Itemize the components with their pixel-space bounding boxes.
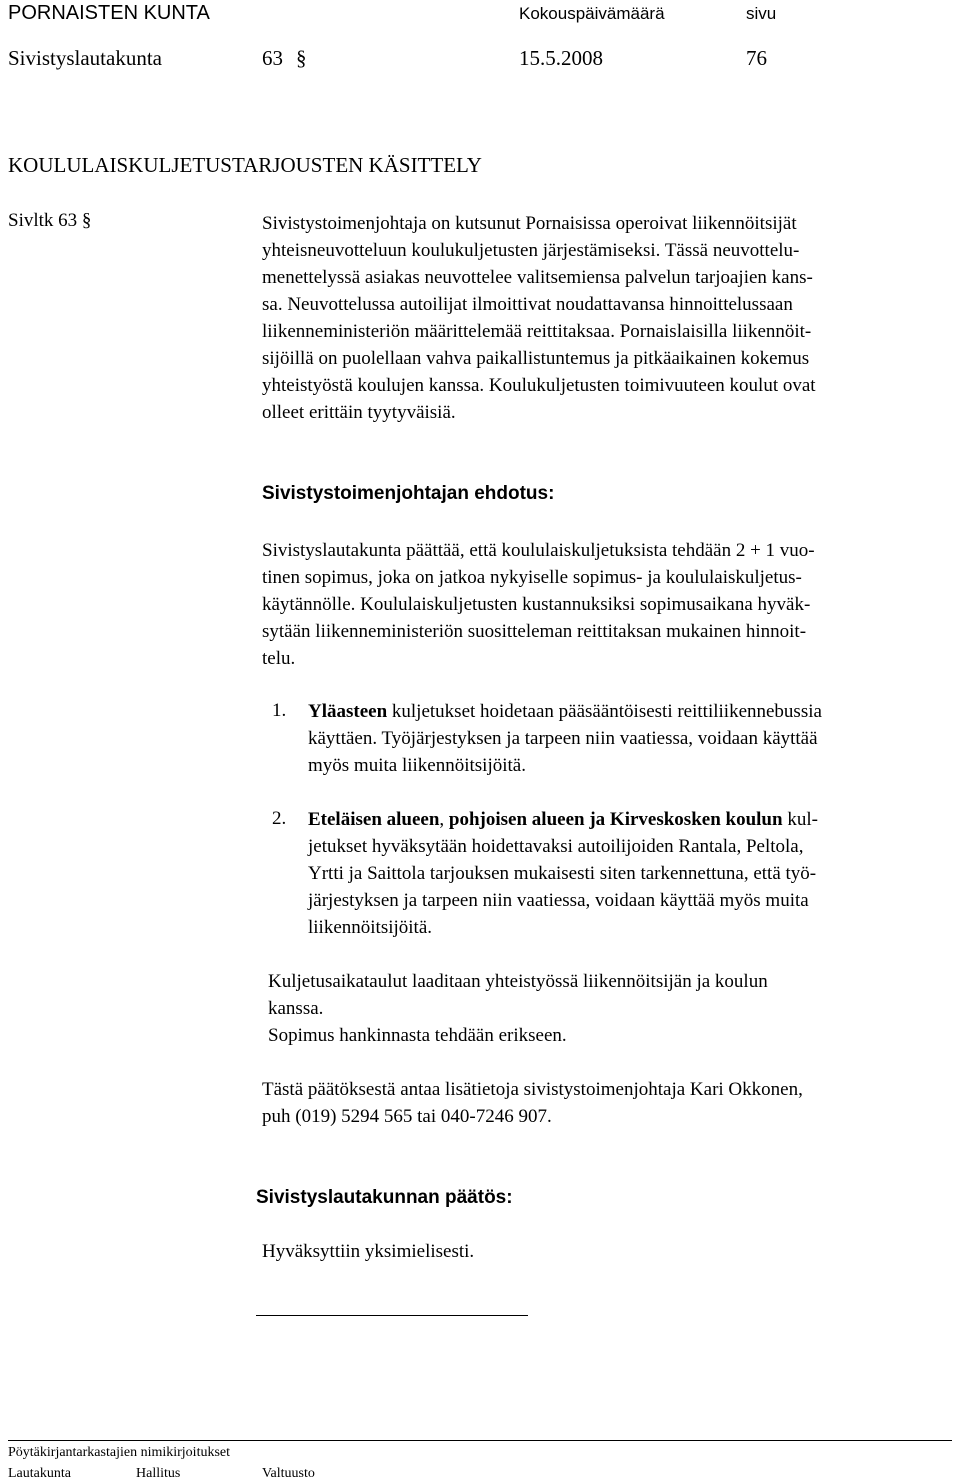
list-item-2: Eteläisen alueen, pohjoisen alueen ja Kirveskosken koulun kul- jetukset hyväksytään hoidettavaksi autoilijoiden Rantala, Peltola, Yrtti ja Saittola tarjouksen mukaisesti siten tarkennettuna, että työ- järjestyksen ja tarpeen niin vaatiessa, voidaan käyttää myös muita liikennöitsijöitä. [308,809,818,938]
proposal-heading: Sivistystoimenjohtajan ehdotus: [262,483,555,504]
signature-line [256,1315,528,1316]
municipality-name: PORNAISTEN KUNTA [8,2,210,24]
section-reference: Sivltk 63 § [8,210,92,231]
signatures-label: Pöytäkirjantarkastajien nimikirjoitukset [8,1445,231,1460]
intro-paragraph: Sivistystoimenjohtaja on kutsunut Pornaisissa operoivat liikennöitsijät yhteisneuvotteluun koulukuljetusten järjestämiseksi. Tässä neuvottelu- menettelyssä asiakas neuvottelee valitsemiensa palvelun tarjoajien kans- sa. Neuvottelussa autoilijat ilmoittivat noudattavansa hinnoittelussaan liikenneministeriön määrittelemää reittitaksaa. Pornaislaisilla liikennöit- sijöillä on puolellaan vahva paikallistuntemus ja pitkäaikainen kokemus yhteistyöstä koulujen kanssa. Koulukuljetusten toimivuuteen koulut ovat olleet erittäin tyytyväisiä. [262,213,816,423]
board-name: Sivistyslautakunta [8,46,162,70]
section-sign: § [296,46,307,70]
list-item-number-2: 2. [272,808,287,829]
document-title: KOULULAISKULJETUSTARJOUSTEN KÄSITTELY [8,153,482,177]
decision-text: Hyväksyttiin yksimielisesti. [262,1241,475,1262]
contract-note: Sopimus hankinnasta tehdään erikseen. [268,1025,567,1046]
list-item-number-1: 1. [272,700,287,721]
footer-cell-lautakunta: Lautakunta [8,1466,71,1481]
decision-heading: Sivistyslautakunnan päätös: [256,1187,513,1208]
list-item-1: Yläasteen kuljetukset hoidetaan pääsääntöisesti reittiliikennebussia käyttäen. Työjärjestyksen ja tarpeen niin vaatiessa, voidaan käyttää myös muita liikennöitsijöitä. [308,701,822,776]
meeting-date: 15.5.2008 [519,46,603,70]
schedule-paragraph: Kuljetusaikataulut laaditaan yhteistyössä liikennöitsijän ja koulun kanssa. Sopimus hankinnasta tehdään erikseen. [268,968,768,1049]
section-number: 63 [262,46,283,70]
footer-cell-hallitus: Hallitus [136,1466,181,1481]
page-label: sivu [746,4,777,23]
footer-divider [8,1440,952,1441]
proposal-paragraph: Sivistyslautakunta päättää, että koululaiskuljetuksista tehdään 2 + 1 vuo- tinen sopimus, joka on jatkoa nykyiselle sopimus- ja koululaiskuljetus- käytännölle. Koululaiskuljetusten kustannuksiksi sopimusaikana hyväk- sytään liikenneministeriön suositteleman reittitaksan mukainen hinnoit- telu. [262,540,815,669]
page-number: 76 [746,46,767,70]
meeting-date-label: Kokouspäivämäärä [519,4,665,23]
info-paragraph: Tästä päätöksestä antaa lisätietoja sivistystoimenjohtaja Kari Okkonen, puh (019) 5294 565 tai 040-7246 907. [262,1079,803,1127]
footer-cell-valtuusto: Valtuusto [262,1466,315,1481]
